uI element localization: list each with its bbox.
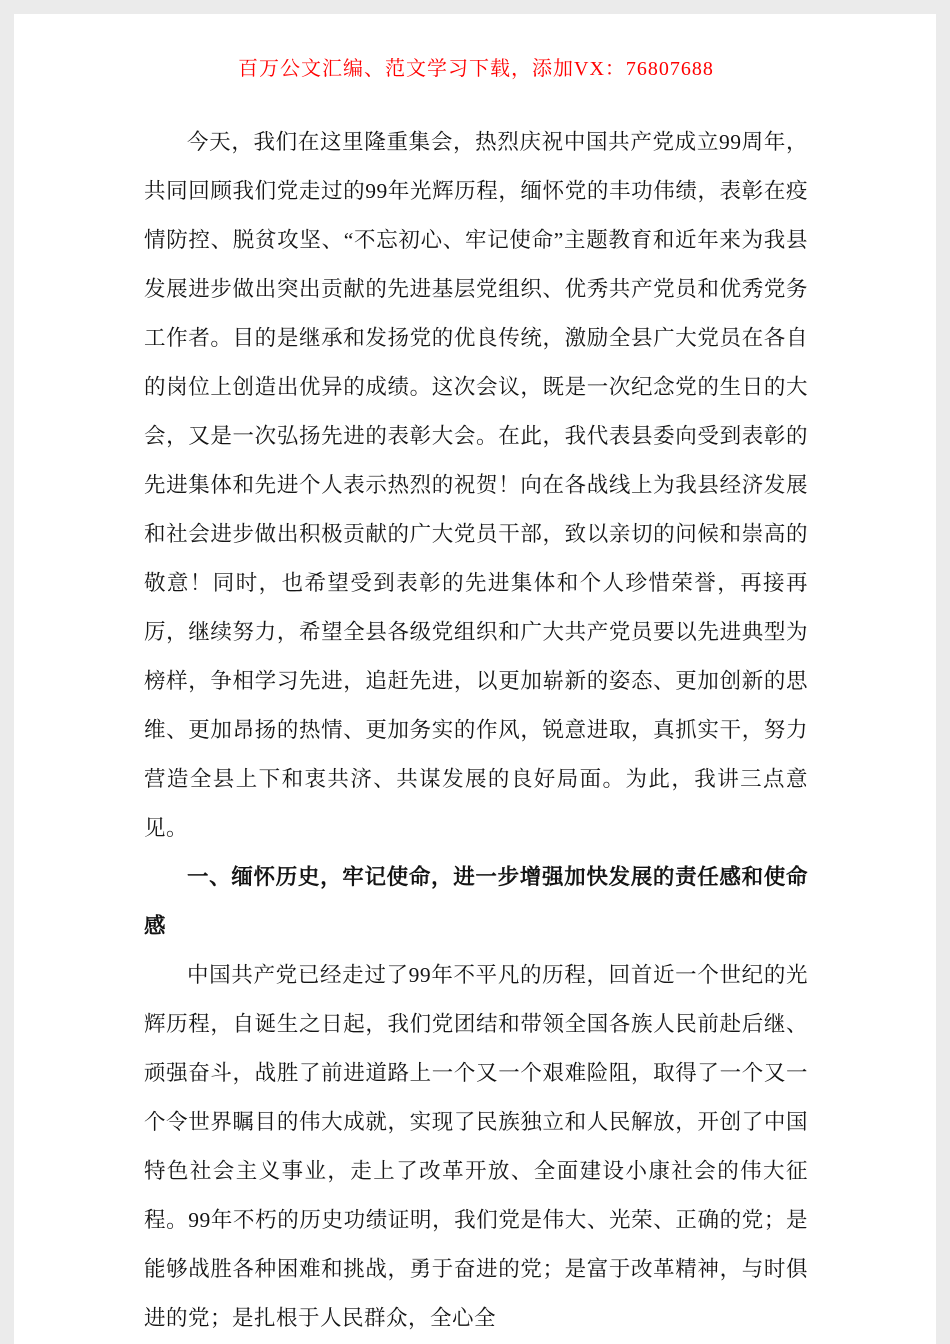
promo-banner-text: 百万公文汇编、范文学习下载，添加VX：76807688 [238,58,714,80]
section-heading: 一、缅怀历史，牢记使命，进一步增强加快发展的责任感和使命感 [144,865,808,938]
document-page [14,14,936,1344]
document-paragraph: 今天，我们在这里隆重集会，热烈庆祝中国共产党成立99周年，共同回顾我们党走过的99年光辉历程，缅怀党的丰功伟绩，表彰在疫情防控、脱贫攻坚、“不忘初心、牢记使命”主题教育和近年来为我县发展进步做出突出贡献的先进基层党组织、优秀共产党员和优秀党务工作者。目的是继承和发扬党的优良传统，激励全县广大党员在各自的岗位上创造出优异的成绩。这次会议，既是一次纪念党的生日的大会，又是一次弘扬先进的表彰大会。在此，我代表县委向受到表彰的先进集体和先进个人表示热烈的祝贺！向在各战线上为我县经济发展和社会进步做出积极贡献的广大党员干部，致以亲切的问候和崇高的敬意！同时，也希望受到表彰的先进集体和个人珍惜荣誉，再接再厉，继续努力，希望全县各级党组织和广大共产党员要以先进典型为榜样，争相学习先进，追赶先进，以更加崭新的姿态、更加创新的思维、更加昂扬的热情、更加务实的作风，锐意进取，真抓实干，努力营造全县上下和衷共济、共谋发展的良好局面。为此，我讲三点意见。 [144,130,808,840]
document-paragraph: 中国共产党已经走过了99年不平凡的历程，回首近一个世纪的光辉历程，自诞生之日起，我们党团结和带领全国各族人民前赴后继、顽强奋斗，战胜了前进道路上一个又一个艰难险阻，取得了一个又一个令世界瞩目的伟大成就，实现了民族独立和人民解放，开创了中国特色社会主义事业，走上了改革开放、全面建设小康社会的伟大征程。99年不朽的历史功绩证明，我们党是伟大、光荣、正确的党；是能够战胜各种困难和挑战，勇于奋进的党；是富于改革精神，与时俱进的党；是扎根于人民群众，全心全 [144,963,808,1330]
document-body [144,118,808,1343]
